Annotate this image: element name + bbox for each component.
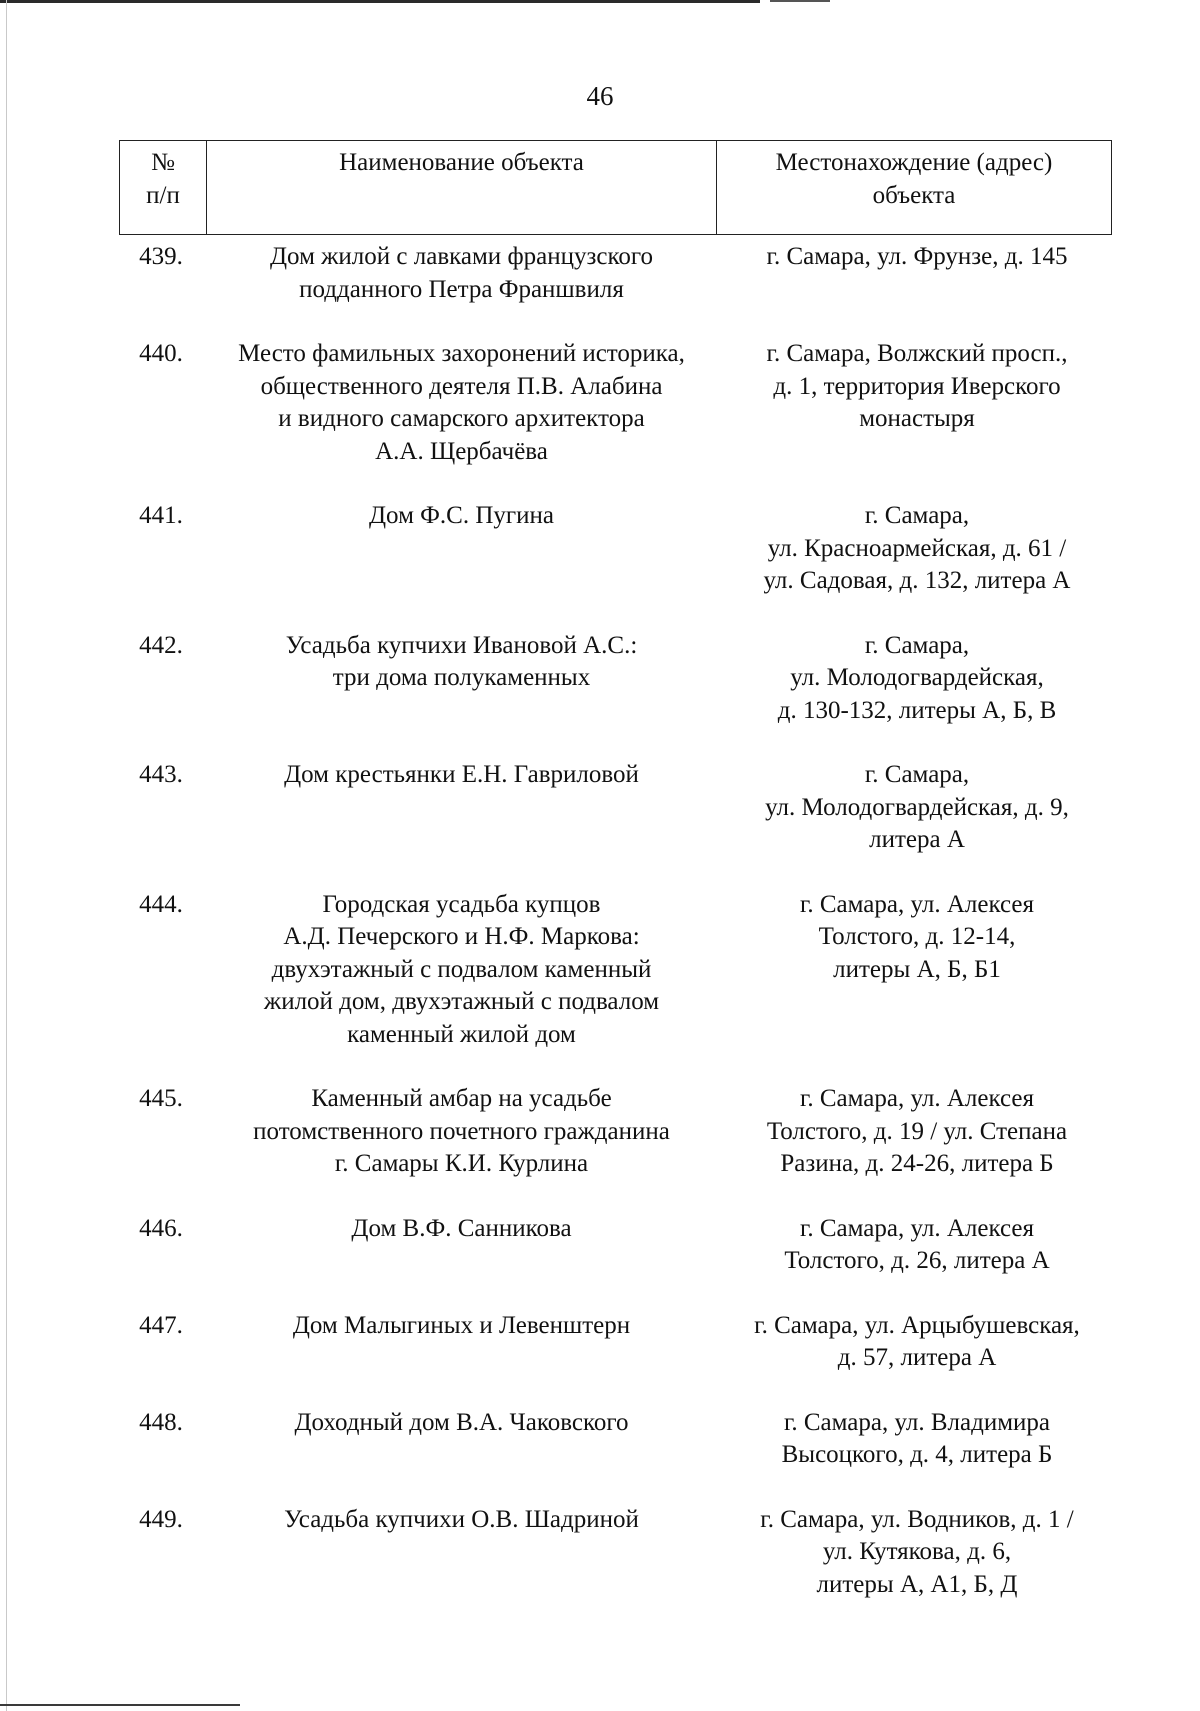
row-number: 448.: [139, 1408, 183, 1436]
row-number: 445.: [139, 1085, 183, 1112]
object-address-line: г. Самара, ул. Владимира: [783, 1408, 1051, 1436]
object-address-line: ул. Молодогвардейская, д. 9,: [765, 793, 1069, 821]
row-number: 443.: [139, 761, 183, 788]
object-address-line: г. Самара, ул. Алексея: [799, 1085, 1035, 1112]
object-name-line: Дом Малыгиных и Левенштерн: [292, 1311, 631, 1339]
header-address: [717, 141, 1112, 235]
row-object-name: [207, 753, 717, 883]
row-object-name: [207, 332, 717, 494]
row-object-address: [717, 1401, 1112, 1498]
table-row: [120, 1401, 1112, 1498]
object-address-line: Высоцкого, д. 4, литера Б: [781, 1441, 1053, 1468]
table-row: [120, 1077, 1112, 1207]
row-object-address: [717, 883, 1112, 1078]
objects-table: [119, 140, 1112, 1601]
table-row: [120, 883, 1112, 1078]
table-row: [120, 332, 1112, 494]
row-number: 442.: [139, 631, 183, 659]
row-number: 439.: [139, 243, 183, 270]
object-name-line: двухэтажный с подвалом каменный: [271, 955, 652, 983]
row-object-name: [207, 1207, 717, 1304]
object-name-line: Городская усадьба купцов: [322, 890, 601, 918]
object-address-line: г. Самара,: [864, 761, 970, 788]
header-address-line: объекта: [872, 181, 956, 209]
table-row: [120, 1498, 1112, 1602]
object-name-line: А.А. Щербачёва: [375, 437, 548, 465]
object-address-line: г. Самара,: [864, 631, 970, 659]
object-address-line: Толстого, д. 19 / ул. Степана: [766, 1117, 1068, 1145]
object-address-line: ул. Кутякова, д. 6,: [822, 1538, 1012, 1565]
table-row: [120, 494, 1112, 624]
table-row: [120, 753, 1112, 883]
object-address-line: Толстого, д. 26, литера А: [784, 1247, 1050, 1274]
object-address-line: Толстого, д. 12-14,: [818, 923, 1016, 950]
row-object-name: [207, 1401, 717, 1498]
row-object-address: [717, 753, 1112, 883]
object-address-line: литеры А, А1, Б, Д: [816, 1570, 1018, 1598]
scan-edge-left: [6, 0, 7, 1711]
object-name-line: жилой дом, двухэтажный с подвалом: [263, 988, 660, 1015]
object-name-line: общественного деятеля П.В. Алабина: [260, 372, 663, 400]
header-number-line: п/п: [146, 181, 180, 209]
table-row: [120, 1304, 1112, 1401]
object-address-line: г. Самара, ул. Фрунзе, д. 145: [766, 243, 1068, 270]
header-number: [120, 141, 207, 235]
scan-edge-top: [0, 0, 760, 3]
row-number: 446.: [139, 1214, 183, 1242]
object-address-line: литера А: [869, 826, 965, 853]
object-address-line: ул. Молодогвардейская,: [790, 664, 1044, 691]
object-address-line: г. Самара, ул. Водников, д. 1 /: [760, 1505, 1074, 1533]
object-address-line: г. Самара, Волжский просп.,: [766, 340, 1068, 367]
object-address-line: г. Самара, ул. Арцыбушевская,: [754, 1311, 1080, 1339]
row-object-address: [717, 1077, 1112, 1207]
object-name-line: Дом В.Ф. Санникова: [351, 1214, 572, 1242]
scan-edge-top-fragment: [770, 0, 830, 2]
object-address-line: ул. Красноармейская, д. 61 /: [767, 534, 1067, 562]
table-row: [120, 235, 1112, 333]
row-object-address: [717, 1304, 1112, 1401]
scan-edge-bottom: [0, 1704, 240, 1706]
object-name-line: три дома полукаменных: [332, 664, 591, 691]
header-address-line: Местонахождение (адрес): [775, 149, 1053, 176]
row-object-name: [207, 1304, 717, 1401]
row-number: 449.: [139, 1505, 183, 1533]
object-address-line: д. 130-132, литеры А, Б, В: [777, 696, 1057, 724]
object-name-line: подданного Петра Франшвиля: [299, 275, 624, 303]
row-object-address: [717, 235, 1112, 333]
object-name-line: Каменный амбар на усадьбе: [311, 1085, 612, 1112]
object-address-line: литеры А, Б, Б1: [833, 955, 1001, 983]
row-number: 440.: [139, 340, 183, 367]
row-object-address: [717, 494, 1112, 624]
row-object-name: [207, 235, 717, 333]
object-name-line: Дом Ф.С. Пугина: [369, 502, 554, 529]
object-name-line: г. Самары К.И. Курлина: [334, 1150, 589, 1177]
row-object-address: [717, 332, 1112, 494]
table-header-row: [120, 141, 1112, 235]
object-name-line: Усадьба купчихи Ивановой А.С.:: [285, 631, 638, 659]
row-object-name: [207, 883, 717, 1078]
object-name-line: Доходный дом В.А. Чаковского: [294, 1408, 629, 1436]
object-name-line: потомственного почетного гражданина: [253, 1117, 670, 1145]
object-address-line: д. 1, территория Иверского: [773, 372, 1061, 400]
object-name-line: каменный жилой дом: [347, 1020, 576, 1048]
object-address-line: Разина, д. 24-26, литера Б: [780, 1150, 1054, 1177]
object-address-line: г. Самара,: [864, 502, 970, 529]
object-address-line: г. Самара, ул. Алексея: [799, 890, 1035, 918]
table-row: [120, 624, 1112, 754]
page-number: 46: [586, 81, 614, 111]
row-number: 444.: [139, 890, 183, 918]
object-name-line: и видного самарского архитектора: [278, 405, 645, 432]
object-name-line: Дом жилой с лавками французского: [270, 243, 653, 270]
object-name-line: Усадьба купчихи О.В. Шадриной: [284, 1505, 639, 1533]
table-header: [120, 141, 1112, 235]
row-object-name: [207, 1498, 717, 1602]
row-object-address: [717, 624, 1112, 754]
table-body: [120, 235, 1112, 1602]
header-name-line: Наименование объекта: [339, 149, 584, 176]
object-address-line: д. 57, литера А: [837, 1344, 997, 1371]
row-number: 447.: [139, 1311, 183, 1339]
row-object-address: [717, 1207, 1112, 1304]
object-name-line: А.Д. Печерского и Н.Ф. Маркова:: [283, 923, 640, 950]
object-address-line: ул. Садовая, д. 132, литера А: [763, 567, 1071, 594]
object-address-line: г. Самара, ул. Алексея: [799, 1214, 1035, 1242]
row-number: 441.: [139, 502, 183, 529]
header-name: [207, 141, 717, 235]
object-name-line: Дом крестьянки Е.Н. Гавриловой: [284, 761, 639, 788]
row-object-name: [207, 494, 717, 624]
row-object-name: [207, 624, 717, 754]
row-object-name: [207, 1077, 717, 1207]
object-address-line: монастыря: [859, 405, 975, 432]
table-row: [120, 1207, 1112, 1304]
header-number-line: №: [151, 149, 175, 176]
row-object-address: [717, 1498, 1112, 1602]
object-name-line: Место фамильных захоронений историка,: [238, 340, 685, 367]
